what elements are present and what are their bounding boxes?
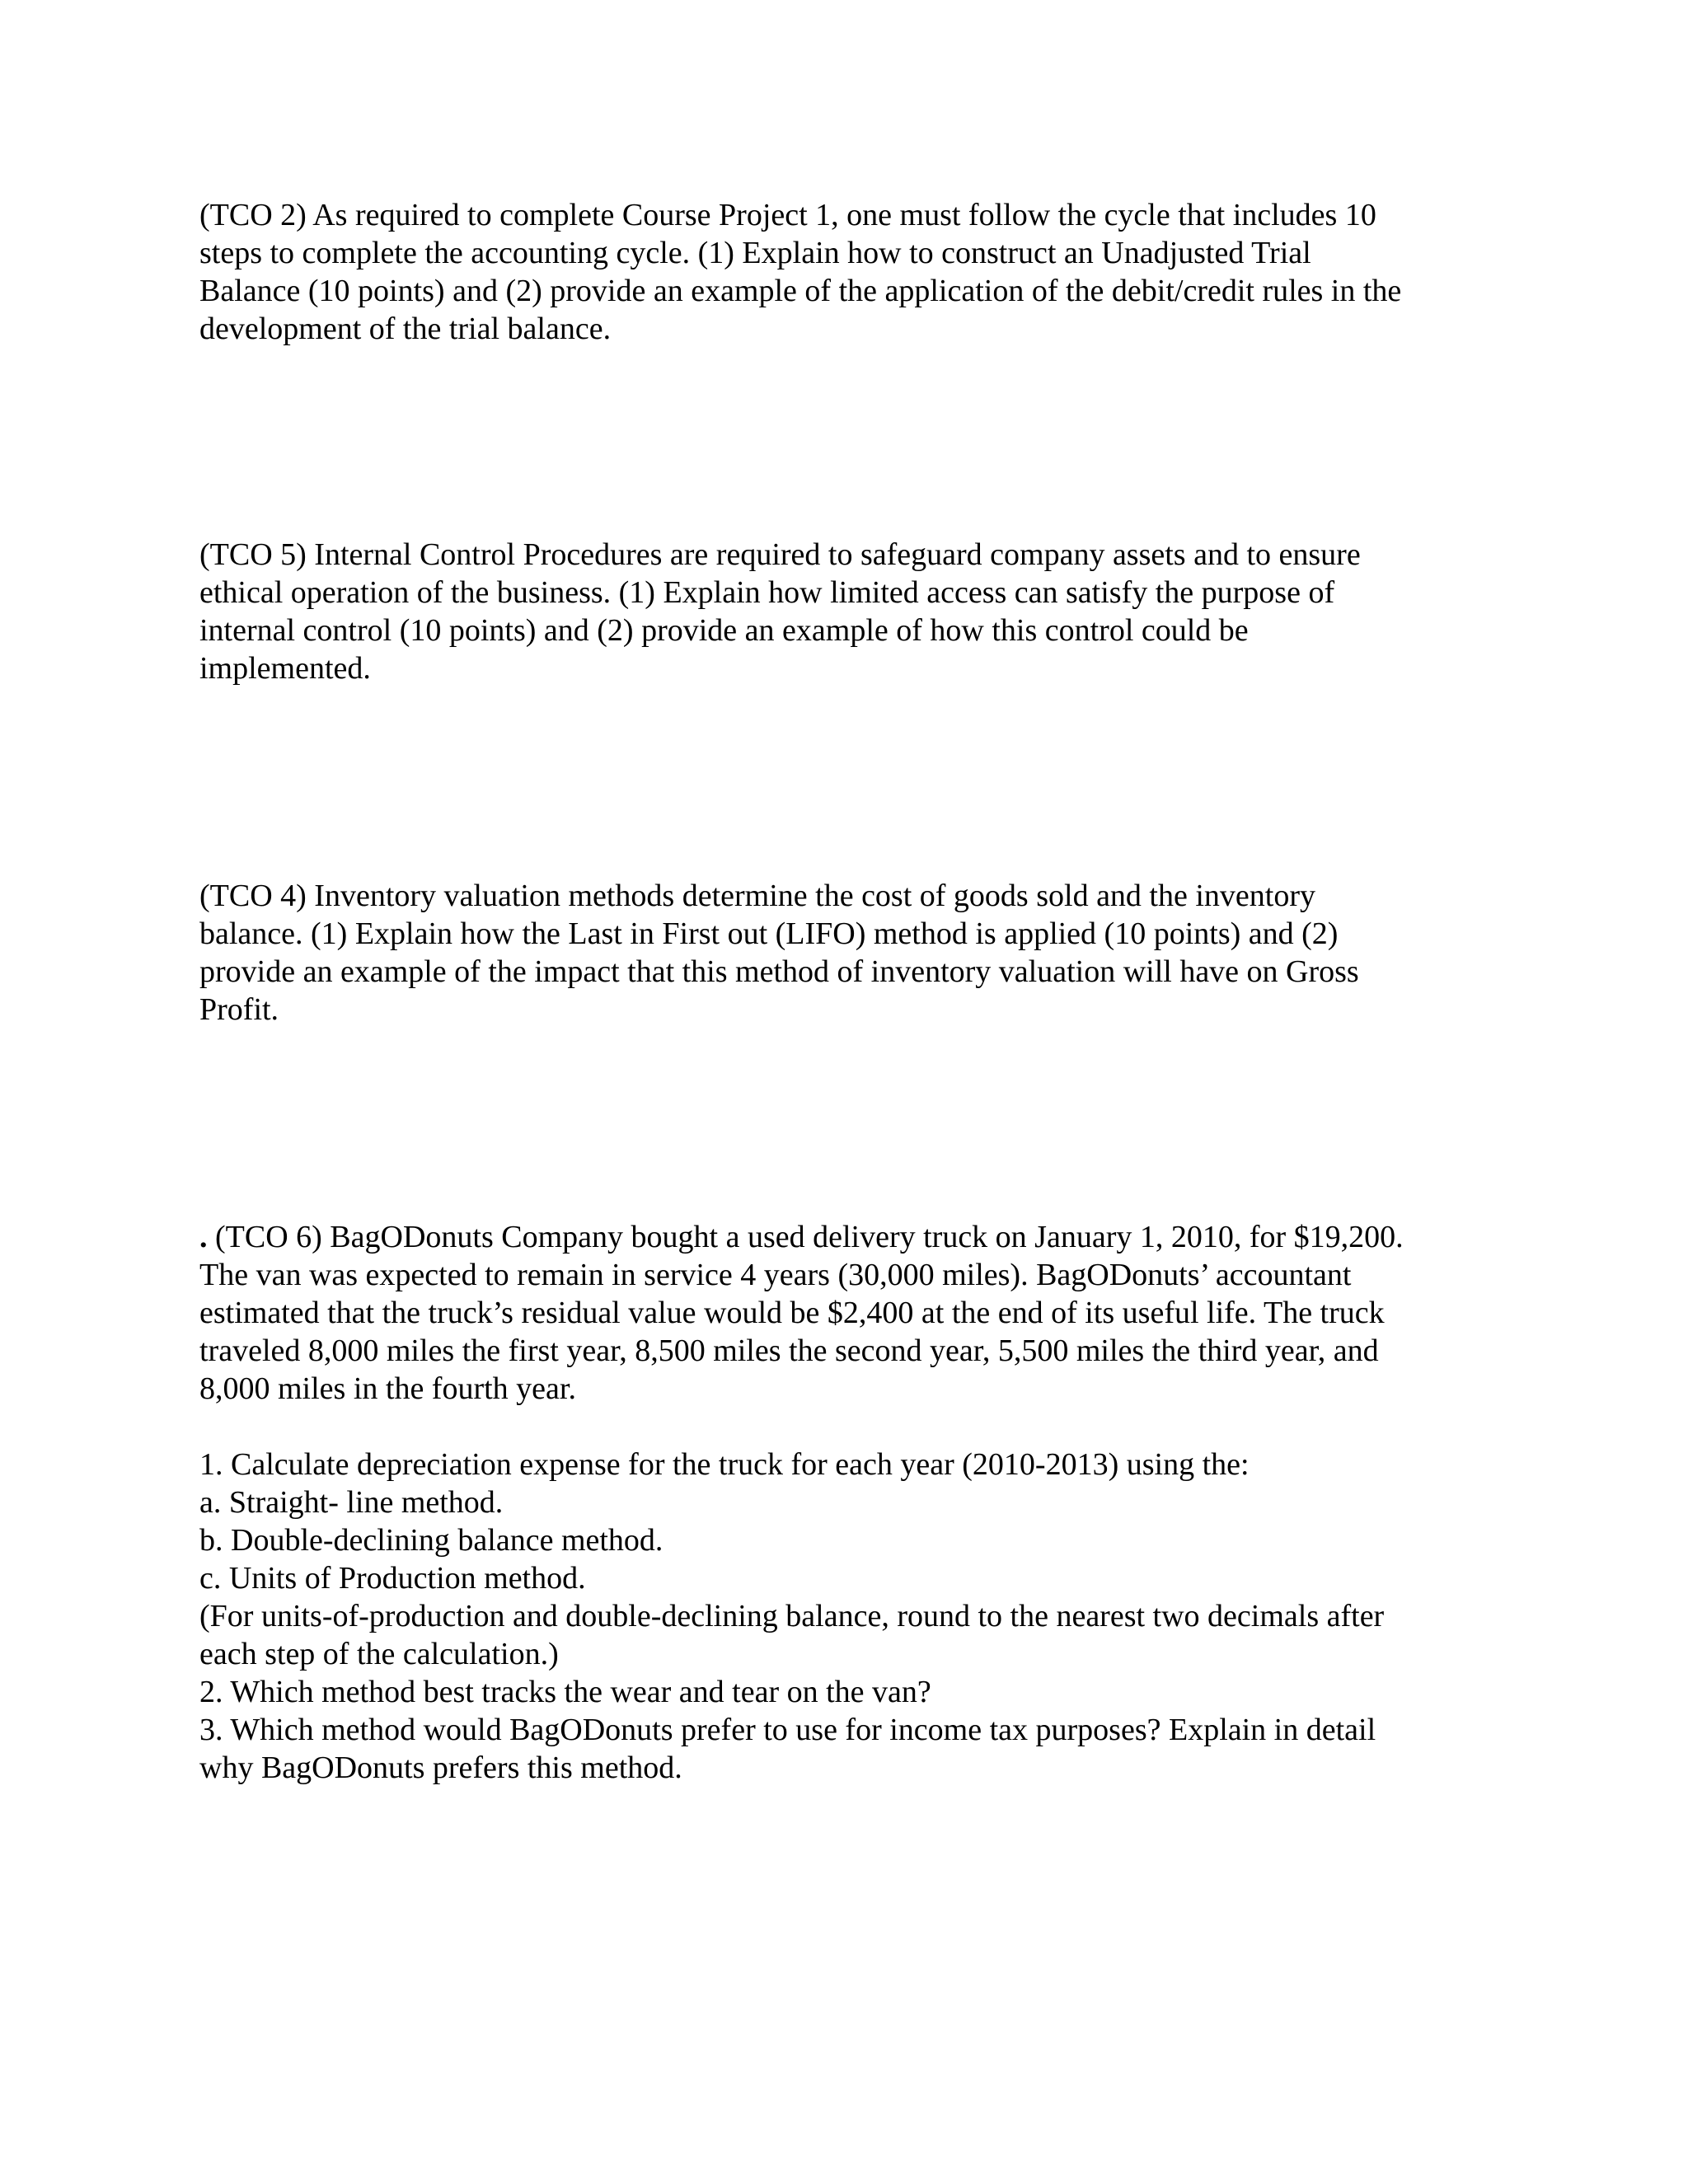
task-line: (For units-of-production and double-declining balance, round to the nearest two decimals after <box>199 1599 1385 1633</box>
question-tco4 <box>199 877 1485 1029</box>
text-line: implemented. <box>199 651 371 686</box>
task-line: 2. Which method best tracks the wear and tear on the van? <box>199 1675 931 1709</box>
task-line: 3. Which method would BagODonuts prefer to use for income tax purposes? Explain in detail <box>199 1713 1376 1747</box>
text-line: 8,000 miles in the fourth year. <box>199 1371 576 1406</box>
text-line-content: (TCO 6) BagODonuts Company bought a used delivery truck on January 1, 2010, for $19,200. <box>207 1220 1404 1254</box>
text-line: (TCO 2) As required to complete Course Project 1, one must follow the cycle that includes 10 <box>199 198 1376 232</box>
text-line: development of the trial balance. <box>199 312 612 346</box>
text-line: (TCO 5) Internal Control Procedures are required to safeguard company assets and to ensure <box>199 537 1361 572</box>
text-line: traveled 8,000 miles the first year, 8,500 miles the second year, 5,500 miles the third year, and <box>199 1333 1379 1368</box>
text-line: (TCO 4) Inventory valuation methods determine the cost of goods sold and the inventory <box>199 879 1315 913</box>
text-line: estimated that the truck’s residual value would be $2,400 at the end of its useful life. The truck <box>199 1296 1385 1330</box>
question-tco6-tasks <box>199 1446 1485 1787</box>
text-line: The van was expected to remain in service 4 years (30,000 miles). BagODonuts’ accountant <box>199 1258 1352 1292</box>
task-line: 1. Calculate depreciation expense for the truck for each year (2010-2013) using the: <box>199 1447 1250 1482</box>
question-tco5 <box>199 536 1485 687</box>
question-tco2 <box>199 196 1485 348</box>
text-line: steps to complete the accounting cycle. (1) Explain how to construct an Unadjusted Trial <box>199 236 1311 270</box>
text-line: internal control (10 points) and (2) provide an example of how this control could be <box>199 613 1249 648</box>
lead-dot: . <box>199 1220 208 1254</box>
text-line: provide an example of the impact that this method of inventory valuation will have on Gross <box>199 954 1359 989</box>
question-tco6 <box>199 1218 1485 1408</box>
task-line: each step of the calculation.) <box>199 1637 559 1671</box>
text-line: balance. (1) Explain how the Last in First out (LIFO) method is applied (10 points) and (2) <box>199 916 1339 951</box>
text-line: ethical operation of the business. (1) Explain how limited access can satisfy the purpose of <box>199 575 1335 610</box>
task-line: why BagODonuts prefers this method. <box>199 1750 682 1785</box>
text-line: Balance (10 points) and (2) provide an example of the application of the debit/credit rules in the <box>199 274 1402 308</box>
task-line: b. Double-declining balance method. <box>199 1523 663 1558</box>
text-line <box>199 1218 1485 1256</box>
text-line: Profit. <box>199 992 279 1027</box>
task-line: a. Straight- line method. <box>199 1485 504 1520</box>
task-line: c. Units of Production method. <box>199 1561 586 1596</box>
